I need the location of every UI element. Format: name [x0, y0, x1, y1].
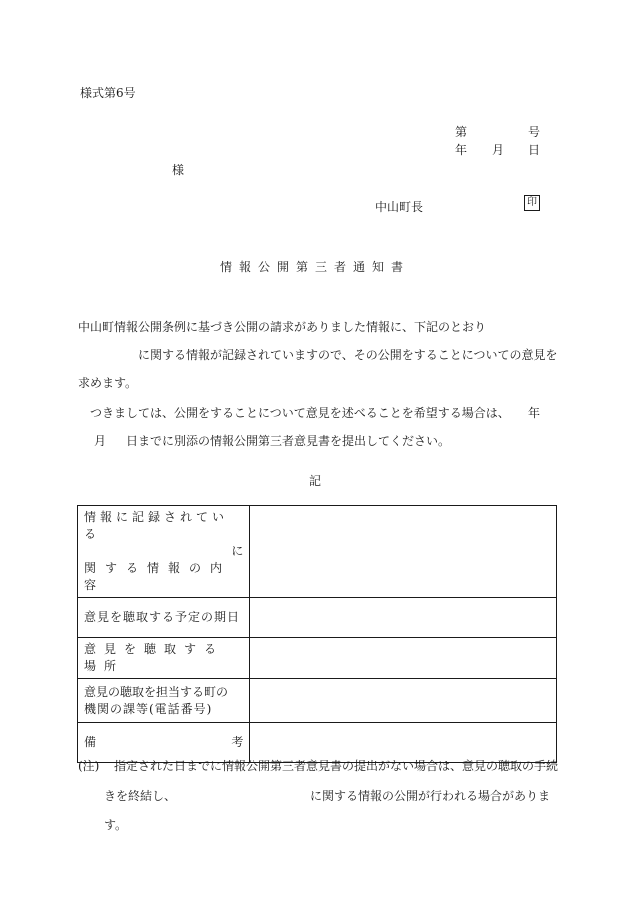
info-table [77, 505, 557, 763]
body-line-2: に関する情報が記録されていますので、その公開をすることについての意見を [138, 348, 558, 362]
body-line-3: 求めます。 [78, 376, 138, 390]
table-value-cell[interactable] [250, 638, 557, 679]
body-line-4-year: 年 [528, 406, 541, 420]
date-month-label: 月 [492, 143, 505, 157]
body-line-5: 日までに別添の情報公開第三者意見書を提出してください。 [126, 434, 451, 448]
table-label-cell [78, 506, 250, 598]
table-row [78, 638, 557, 679]
document-number-prefix: 第 [455, 125, 468, 139]
note-line-2b: に関する情報の公開が行われる場合がありま [310, 789, 551, 803]
body-line-4: つきましては、公開をすることについて意見を述べることを希望する場合は、 [90, 406, 510, 420]
table-row [78, 506, 557, 598]
note-line-2a: きを終結し、 [104, 789, 177, 803]
note-line-3: す。 [104, 818, 128, 832]
row5-label-left: 備 [84, 735, 97, 749]
document-title: 情報公開第三者通知書 [219, 260, 410, 274]
row4-line2: 機関の課等(電話番号) [84, 701, 213, 716]
date-year-label: 年 [455, 143, 468, 157]
document-number-suffix: 号 [528, 125, 541, 139]
ki-heading: 記 [308, 474, 321, 488]
form-number: 様式第6号 [80, 86, 136, 100]
row1-line1-end: に [231, 544, 244, 558]
row2-label: 意見を聴取する予定の期日 [84, 610, 241, 624]
row1-line2: 関する情報の内容 [84, 561, 232, 592]
row3-label: 意見を聴取する場所 [84, 642, 225, 673]
body-line-1: 中山町情報公開条例に基づき公開の請求がありました情報に、下記のとおり [78, 320, 487, 334]
row1-line1: 情報に記録されている [84, 510, 229, 541]
table-row [78, 679, 557, 723]
row5-label-right: 考 [231, 735, 244, 749]
row4-line1: 意見の聴取を担当する町の [84, 684, 229, 699]
row5-label [84, 734, 243, 751]
note-line-1: 指定された日までに情報公開第三者意見書の提出がない場合は、意見の聴取の手続 [114, 759, 559, 773]
date-day-label: 日 [528, 143, 541, 157]
addressee-suffix: 様 [172, 163, 185, 177]
table-value-cell[interactable] [250, 679, 557, 723]
body-line-5-month: 月 [94, 434, 107, 448]
table-value-cell[interactable] [250, 506, 557, 598]
table-row [78, 598, 557, 638]
sender-name: 中山町長 [375, 200, 424, 214]
table-label-cell [78, 638, 250, 679]
seal-stamp-icon: 印 [524, 195, 540, 211]
note-mark: (注) [78, 759, 100, 773]
table-value-cell[interactable] [250, 598, 557, 638]
table-label-cell [78, 598, 250, 638]
table-label-cell [78, 679, 250, 723]
